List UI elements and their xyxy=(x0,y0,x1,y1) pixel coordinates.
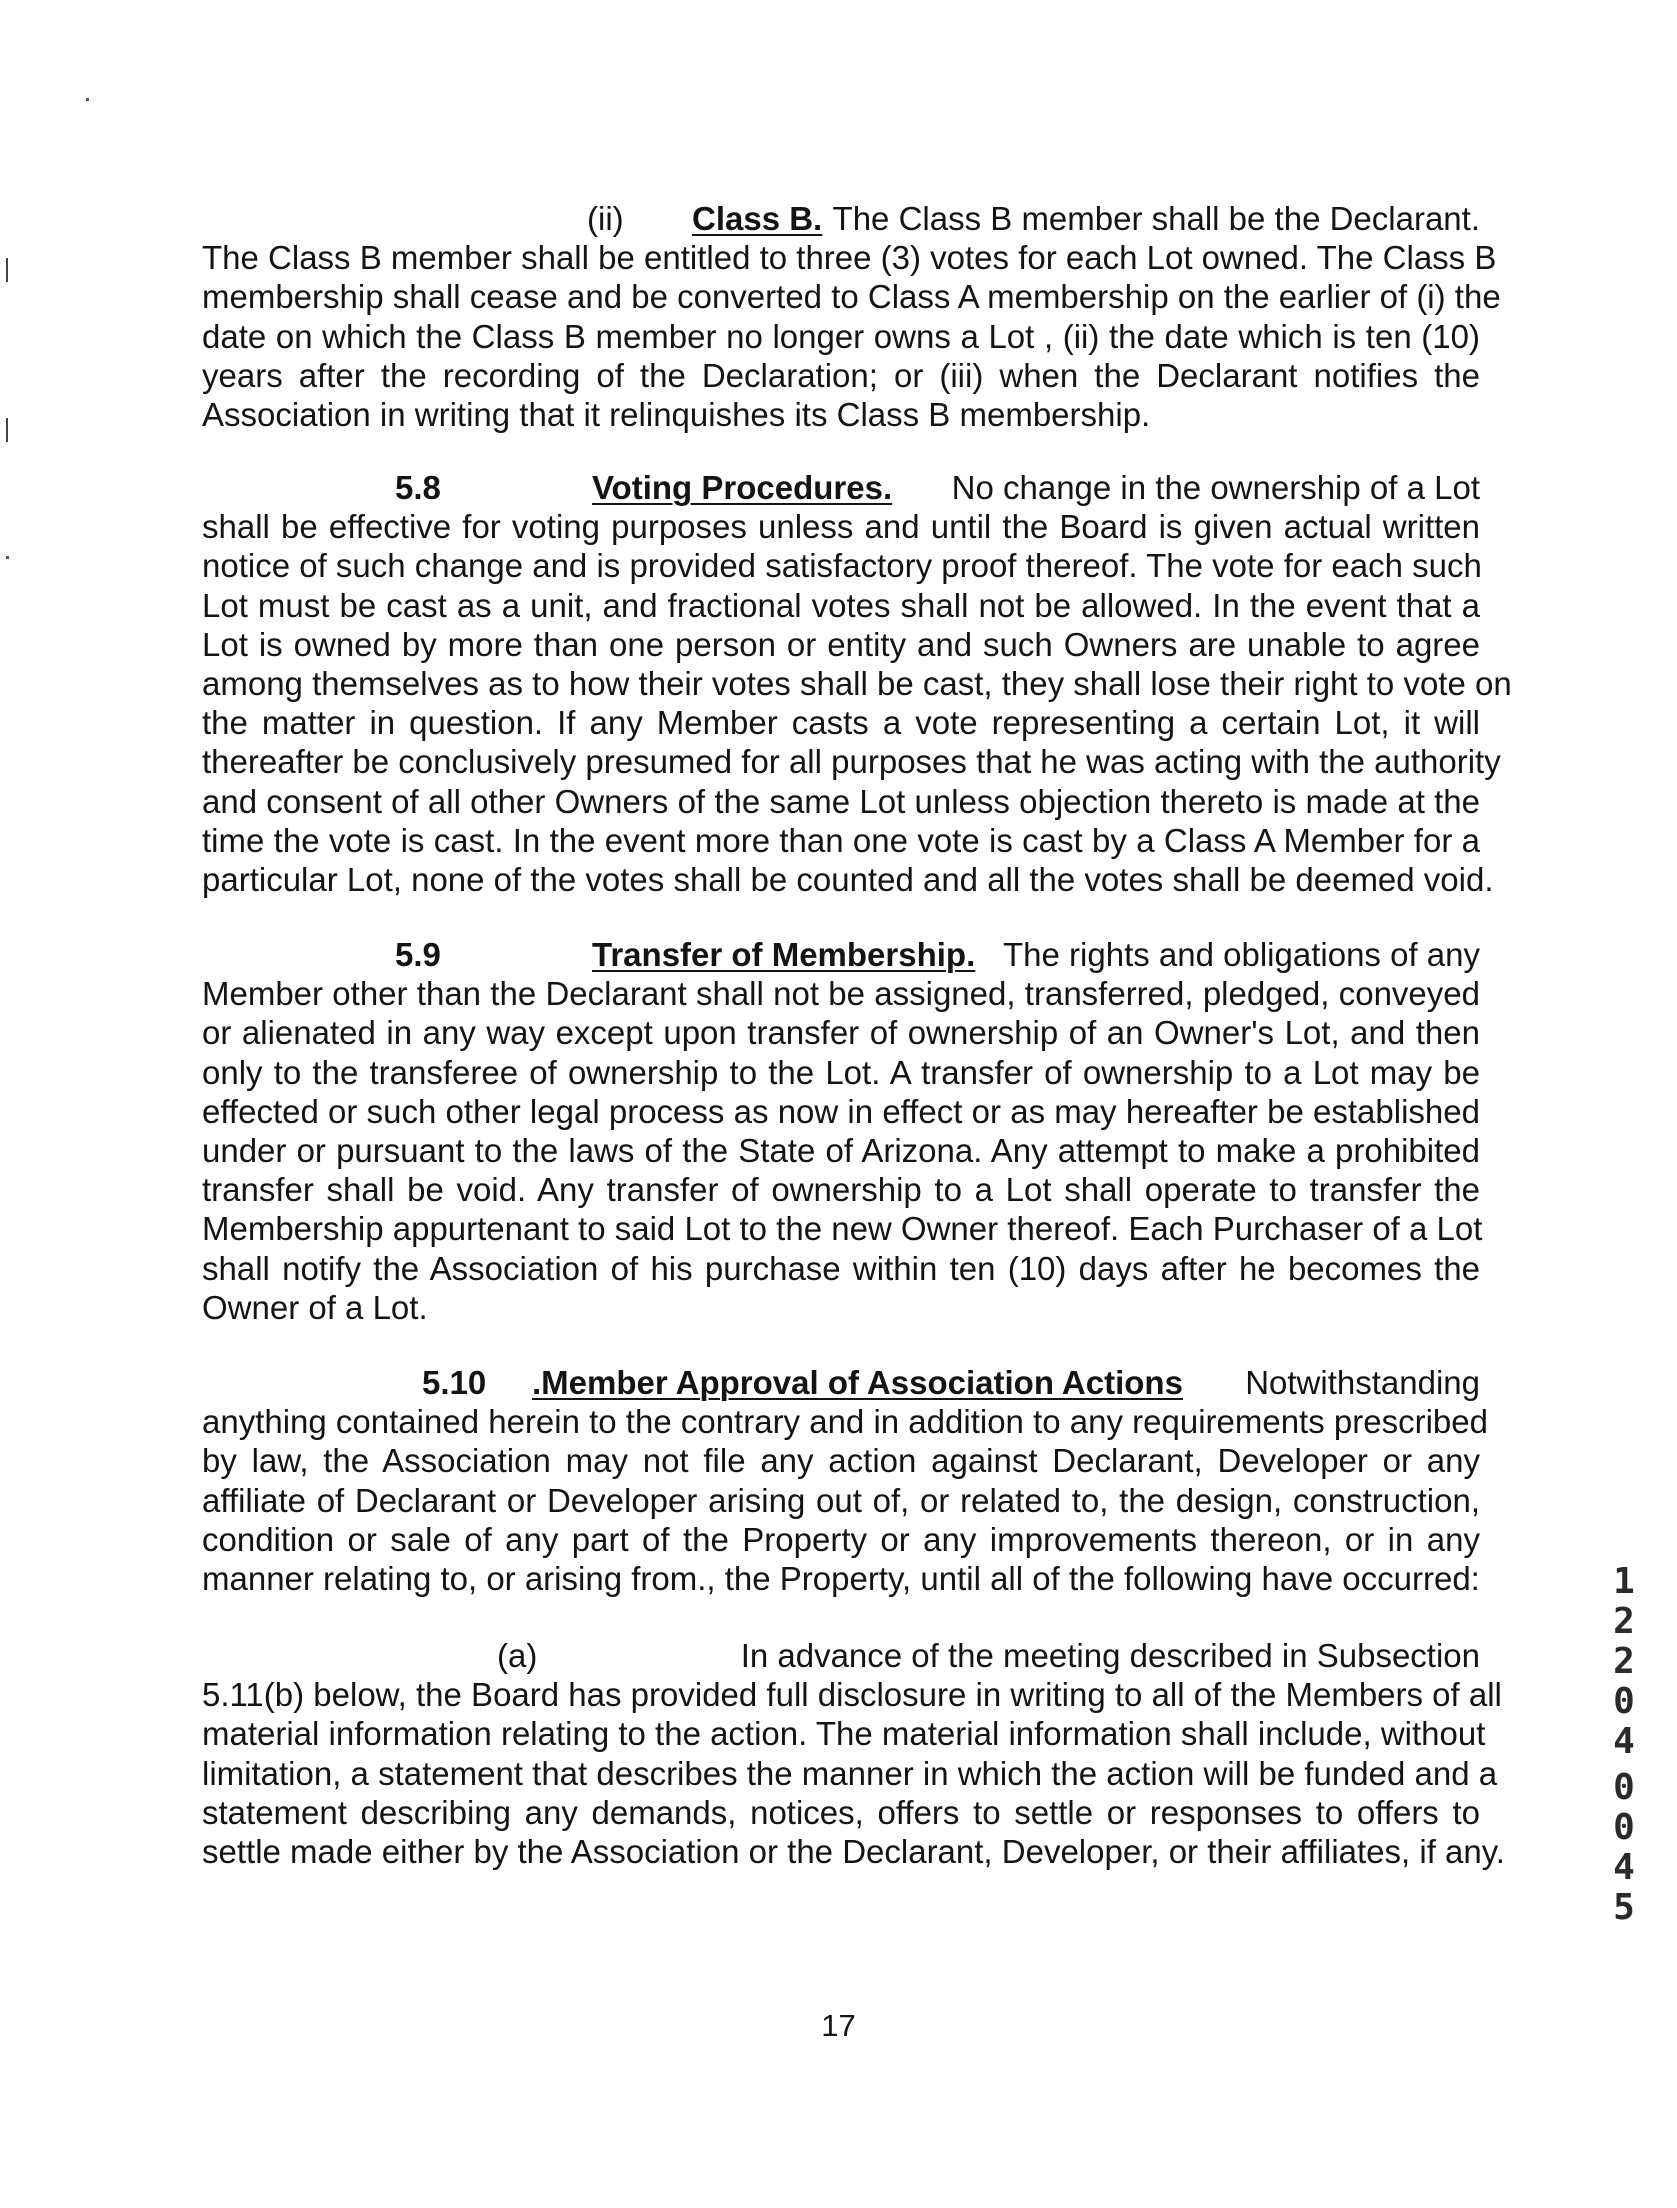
section-number: 5.9 xyxy=(395,936,441,973)
text-line: date on which the Class B member no longer owns a Lot , (ii) the date which is ten (10) xyxy=(202,317,1480,355)
section-voting-procedures xyxy=(202,468,1512,899)
left-margin-mark xyxy=(6,418,8,442)
left-margin-mark xyxy=(6,258,8,282)
text-line: notice of such change and is provided satisfactory proof thereof. The vote for each such xyxy=(202,547,1482,585)
section-number: 5.8 xyxy=(395,469,441,506)
text-line: Lot is owned by more than one person or entity and such Owners are unable to agree xyxy=(202,625,1480,663)
text-line: by law, the Association may not file any action against Declarant, Developer or any xyxy=(202,1442,1480,1480)
text-line: The Class B member shall be entitled to three (3) votes for each Lot owned. The Class B xyxy=(202,239,1497,277)
section-member-approval xyxy=(202,1363,1488,1598)
stamp-digit: 1 xyxy=(1613,1561,1635,1602)
text-line: condition or sale of any part of the Property or any improvements thereon, or in any xyxy=(202,1520,1480,1558)
heading-line xyxy=(202,468,1480,507)
text-line: thereafter be conclusively presumed for all purposes that he was acting with the authority xyxy=(202,743,1501,781)
text-line: effected or such other legal process as now in effect or as may hereafter be established xyxy=(202,1092,1480,1130)
recording-number-stamp-upper xyxy=(1604,1562,1644,1762)
section-class-b xyxy=(202,199,1501,434)
text-line: only to the transferee of ownership to the Lot. A transfer of ownership to a Lot may be xyxy=(202,1053,1480,1091)
heading-line xyxy=(202,935,1480,974)
heading-line-text: The rights and obligations of any xyxy=(1003,936,1480,973)
text-line: the matter in question. If any Member casts a vote representing a certain Lot, it will xyxy=(202,704,1480,742)
text-line: settle made either by the Association or the Declarant, Developer, or their affiliates, if any. xyxy=(202,1833,1505,1871)
text-line: particular Lot, none of the votes shall be counted and all the votes shall be deemed void. xyxy=(202,861,1494,899)
text-line: years after the recording of the Declaration; or (iii) when the Declarant notifies the xyxy=(202,356,1480,394)
heading-line xyxy=(202,199,1480,238)
subsection-a xyxy=(202,1636,1505,1871)
page-number: 17 xyxy=(821,2008,856,2043)
scan-speck xyxy=(6,556,9,559)
heading-line xyxy=(202,1636,1480,1675)
stamp-digit: 5 xyxy=(1613,1887,1635,1928)
stamp-digit: 2 xyxy=(1613,1601,1635,1642)
stamp-digit: 0 xyxy=(1613,1807,1635,1848)
subsection-number: (ii) xyxy=(587,200,624,237)
text-line: Association in writing that it relinquishes its Class B membership. xyxy=(202,396,1151,434)
stamp-digit: 2 xyxy=(1613,1641,1635,1682)
section-transfer-of-membership xyxy=(202,935,1483,1327)
text-line: Owner of a Lot. xyxy=(202,1288,428,1326)
stamp-digit: 0 xyxy=(1613,1767,1635,1808)
section-number: 5.10 xyxy=(422,1364,487,1401)
text-line: and consent of all other Owners of the same Lot unless objection thereto is made at the xyxy=(202,782,1480,820)
heading-line xyxy=(202,1363,1480,1402)
section-title: .Member Approval of Association Actions xyxy=(532,1364,1183,1401)
section-title: Transfer of Membership. xyxy=(592,936,976,973)
text-line: Member other than the Declarant shall not be assigned, transferred, pledged, conveyed xyxy=(202,975,1480,1013)
text-line: limitation, a statement that describes the manner in which the action will be funded and a xyxy=(202,1754,1498,1792)
heading-line-text: No change in the ownership of a Lot xyxy=(951,469,1480,506)
text-line: shall notify the Association of his purchase within ten (10) days after he becomes the xyxy=(202,1249,1480,1287)
text-line: Membership appurtenant to said Lot to the new Owner thereof. Each Purchaser of a Lot xyxy=(202,1210,1483,1248)
stamp-digit: 0 xyxy=(1613,1681,1635,1722)
stamp-digit: 4 xyxy=(1613,1721,1635,1762)
text-line: manner relating to, or arising from., the Property, until all of the following have occurred: xyxy=(202,1560,1480,1598)
text-line: transfer shall be void. Any transfer of ownership to a Lot shall operate to transfer the xyxy=(202,1171,1480,1209)
text-line: membership shall cease and be converted to Class A membership on the earlier of (i) the xyxy=(202,278,1501,316)
heading-line-text: In advance of the meeting described in Subsection xyxy=(740,1637,1480,1674)
text-line: under or pursuant to the laws of the State of Arizona. Any attempt to make a prohibited xyxy=(202,1132,1480,1170)
scan-speck xyxy=(86,98,89,101)
heading-line-text: The Class B member shall be the Declarant. xyxy=(832,200,1480,237)
stamp-digit: 4 xyxy=(1613,1847,1635,1888)
subsection-number: (a) xyxy=(497,1637,538,1674)
text-line: material information relating to the action. The material information shall include, without xyxy=(202,1715,1486,1753)
subsection-title: Class B. xyxy=(692,200,823,237)
text-line: time the vote is cast. In the event more than one vote is cast by a Class A Member for a xyxy=(202,821,1480,859)
section-title: Voting Procedures. xyxy=(592,469,893,506)
text-line: 5.11(b) below, the Board has provided full disclosure in writing to all of the Members of all xyxy=(202,1676,1502,1714)
heading-line-text: Notwithstanding xyxy=(1245,1364,1480,1401)
recording-number-stamp-lower xyxy=(1604,1768,1644,1928)
text-line: statement describing any demands, notices, offers to settle or responses to offers to xyxy=(202,1793,1480,1831)
text-line: affiliate of Declarant or Developer arising out of, or related to, the design, construction, xyxy=(202,1481,1480,1519)
text-line: shall be effective for voting purposes unless and until the Board is given actual written xyxy=(202,508,1480,546)
text-line: among themselves as to how their votes shall be cast, they shall lose their right to vote on xyxy=(202,665,1512,703)
text-line: anything contained herein to the contrary and in addition to any requirements prescribed xyxy=(202,1403,1488,1441)
text-line: Lot must be cast as a unit, and fractional votes shall not be allowed. In the event that a xyxy=(202,586,1480,624)
text-line: or alienated in any way except upon transfer of ownership of an Owner's Lot, and then xyxy=(202,1014,1480,1052)
